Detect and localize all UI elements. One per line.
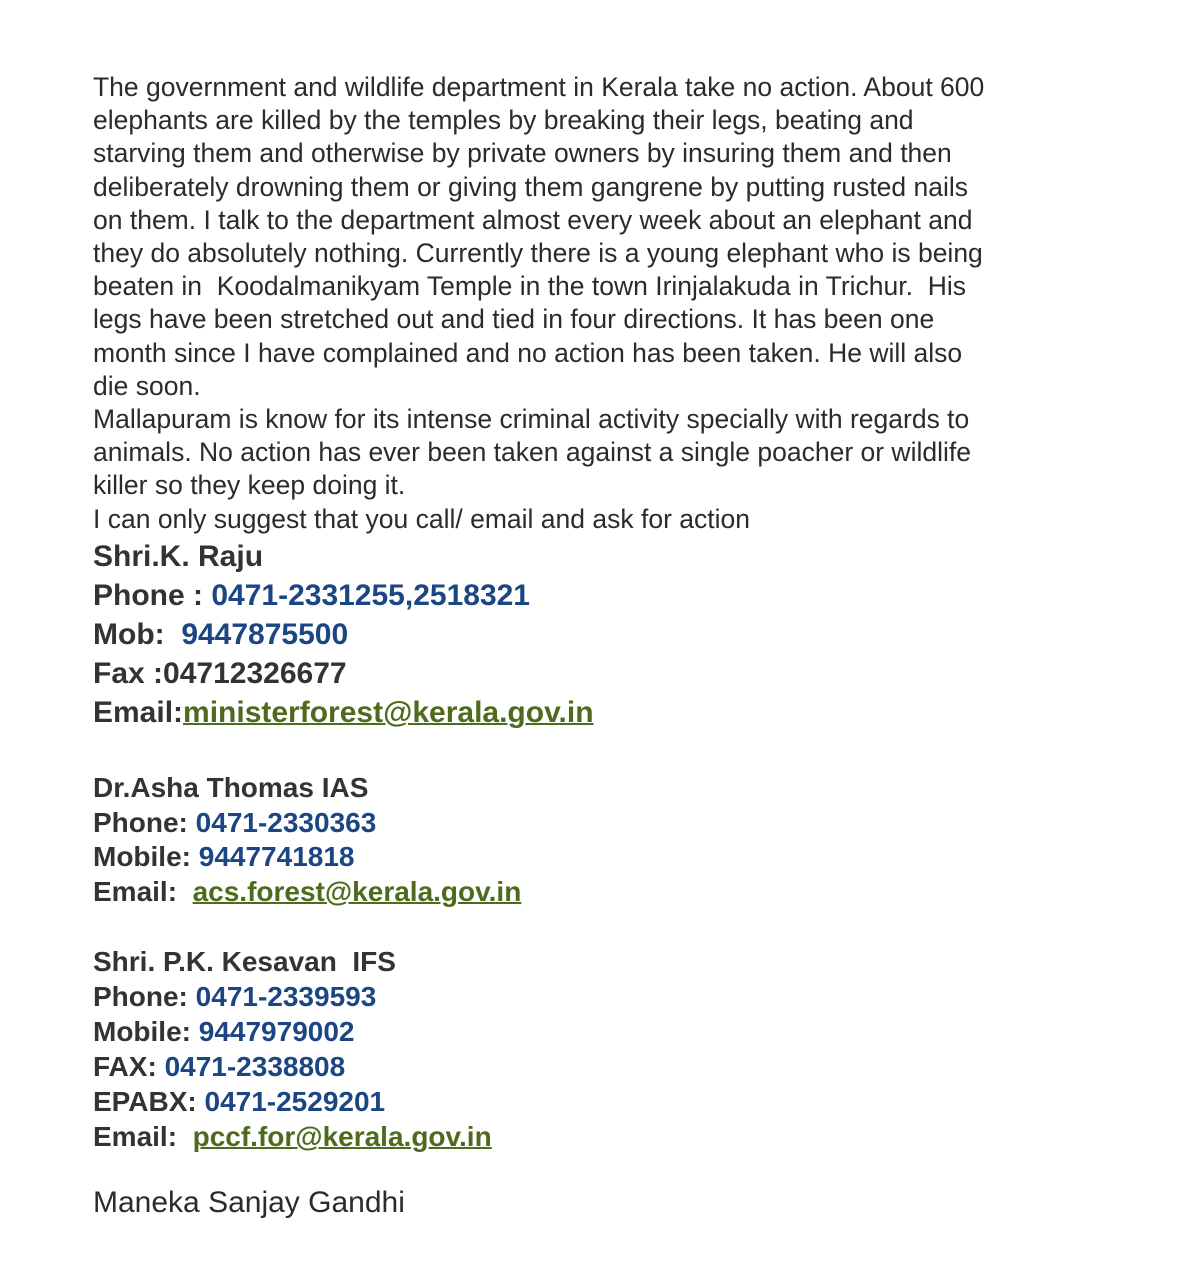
phone-label: Phone: (93, 806, 196, 838)
body-line: The government and wildlife department in Kerala take no action. About 600 (93, 72, 985, 102)
phone-label: Phone: (93, 980, 196, 1012)
body-line: deliberately drowning them or giving them gangrene by putting rusted nails (93, 171, 969, 202)
contact-raju (93, 537, 594, 732)
fax-number[interactable]: 0471-2338808 (164, 1050, 346, 1082)
phone-label: Phone : (93, 579, 212, 612)
mobile-number[interactable]: 9447875500 (181, 618, 349, 651)
email-link[interactable]: pccf.for@kerala.gov.in (192, 1120, 492, 1152)
contact-asha-thomas (93, 771, 521, 909)
email-label: Email: (93, 1120, 193, 1152)
contact-name: Shri. P.K. Kesavan IFS (93, 946, 396, 977)
body-line: animals. No action has ever been taken against a single poacher or wildlife (93, 437, 971, 468)
mobile-label: Mobile: (93, 1015, 199, 1047)
contact-name: Dr.Asha Thomas IAS (93, 772, 369, 803)
epabx-label: EPABX: (93, 1085, 205, 1117)
fax-label: FAX: (93, 1050, 165, 1082)
body-line: I can only suggest that you call/ email and ask for action (93, 503, 750, 534)
body-line: month since I have complained and no action has been taken. He will also (93, 337, 963, 368)
phone-number[interactable]: 0471-2330363 (195, 806, 377, 838)
body-line: die soon. (93, 370, 201, 401)
mob-label: Mob: (93, 618, 182, 651)
body-line: starving them and otherwise by private owners by insuring them and then (93, 138, 952, 169)
body-line: legs have been stretched out and tied in four directions. It has been one (93, 304, 935, 335)
fax-number: 04712326677 (163, 657, 347, 690)
epabx-number[interactable]: 0471-2529201 (204, 1085, 386, 1117)
mobile-number[interactable]: 9447741818 (198, 841, 355, 873)
mobile-label: Mobile: (93, 841, 199, 873)
email-link[interactable]: ministerforest@kerala.gov.in (183, 696, 594, 729)
body-line: on them. I talk to the department almost every week about an elephant and (93, 204, 973, 235)
body-line: Mallapuram is know for its intense criminal activity specially with regards to (93, 404, 970, 435)
email-link[interactable]: acs.forest@kerala.gov.in (192, 875, 522, 907)
phone-number[interactable]: 0471-2339593 (195, 980, 377, 1012)
phone-number[interactable]: 0471-2331255,2518321 (211, 579, 530, 612)
body-line: elephants are killed by the temples by breaking their legs, beating and (93, 105, 914, 136)
mobile-number[interactable]: 9447979002 (198, 1015, 355, 1047)
email-label: Email: (93, 875, 193, 907)
contact-kesavan (93, 945, 492, 1154)
body-text (93, 71, 984, 536)
fax-label: Fax : (93, 657, 164, 690)
email-label: Email: (93, 696, 184, 729)
body-line: beaten in Koodalmanikyam Temple in the town Irinjalakuda in Trichur. His (93, 271, 966, 302)
contact-name: Shri.K. Raju (93, 540, 264, 573)
body-line: killer so they keep doing it. (93, 470, 406, 501)
signature: Maneka Sanjay Gandhi (93, 1186, 405, 1219)
body-line: they do absolutely nothing. Currently there is a young elephant who is being (93, 238, 983, 269)
